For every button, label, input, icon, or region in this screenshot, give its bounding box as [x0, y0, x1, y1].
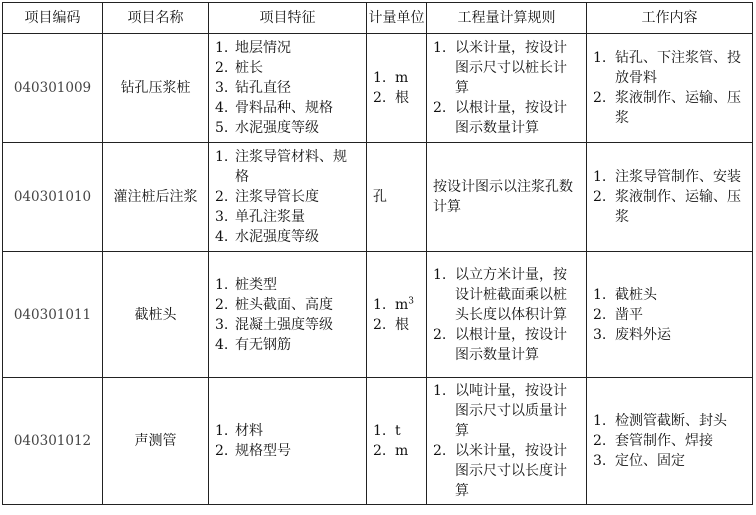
item-unit [367, 34, 427, 143]
list-item: 1. 桩类型 [215, 276, 277, 293]
list-item: 5. 水泥强度等级 [215, 120, 319, 136]
item-name: 声测管 [103, 378, 209, 505]
list-item: 2. 以根计量，按设计图示数量计算 [433, 326, 567, 363]
item-rules: 按设计图示以注浆孔数计算 [427, 143, 587, 252]
item-code: 040301009 [3, 34, 103, 143]
list-item: 4. 骨料品种、规格 [215, 100, 333, 116]
table-row [3, 34, 753, 143]
list-item: 1. 材料 [215, 423, 263, 439]
item-work [587, 378, 753, 505]
list-item: 1. 截桩头 [593, 286, 657, 303]
list-item: 2. 规格型号 [215, 443, 291, 459]
item-rules [427, 252, 587, 378]
list-item: 2. 以根计量，按设计图示数量计算 [433, 100, 567, 136]
item-unit [367, 378, 427, 505]
item-code: 040301010 [3, 143, 103, 252]
list-item: 1. m [373, 70, 409, 86]
header-name: 项目名称 [103, 3, 209, 34]
table-row [3, 252, 753, 378]
list-item: 2. 浆液制作、运输、压浆 [593, 189, 741, 225]
list-item: 4. 水泥强度等级 [215, 229, 319, 245]
item-features [209, 378, 367, 505]
item-name: 灌注桩后注浆 [103, 143, 209, 252]
list-item: 1. 钻孔、下注浆管、投放骨料 [593, 50, 741, 86]
item-unit: 孔 [367, 143, 427, 252]
list-item: 2. 以米计量，按设计图示尺寸以长度计算 [433, 443, 567, 499]
item-name: 钻孔压浆桩 [103, 34, 209, 143]
list-item: 1. 以立方米计量，按设计桩截面乘以桩头长度以体积计算 [433, 266, 567, 323]
list-item: 1. t [373, 423, 401, 439]
item-features [209, 34, 367, 143]
list-item: 1. 注浆导管制作、安装 [593, 169, 741, 185]
header-code: 项目编码 [3, 3, 103, 34]
item-work [587, 252, 753, 378]
item-code: 040301012 [3, 378, 103, 505]
bill-of-quantities-table [2, 2, 753, 505]
item-code: 040301011 [3, 252, 103, 378]
header-rules: 工程量计算规则 [427, 3, 587, 34]
item-rules [427, 378, 587, 505]
list-item: 1. 检测管截断、封头 [593, 413, 727, 429]
list-item: 1. $m^3$ [373, 295, 415, 313]
unit-superscript: 3 [408, 295, 415, 306]
item-work [587, 34, 753, 143]
item-rules [427, 34, 587, 143]
list-item: 1. 地层情况 [215, 40, 291, 56]
list-item: 2. 根 [373, 90, 409, 106]
list-item: 2. 根 [373, 316, 409, 333]
item-unit [367, 252, 427, 378]
list-item: 2. 注浆导管长度 [215, 189, 319, 205]
list-item: 3. 单孔注浆量 [215, 209, 305, 225]
list-item: 1. 以米计量，按设计图示尺寸以桩长计算 [433, 40, 567, 96]
item-features [209, 252, 367, 378]
list-item: 1. 以吨计量，按设计图示尺寸以质量计算 [433, 383, 567, 439]
list-item: 2. 桩长 [215, 60, 263, 76]
table-row [3, 143, 753, 252]
list-item: 2. 凿平 [593, 306, 643, 323]
header-row [3, 3, 753, 34]
list-item: 2. 浆液制作、运输、压浆 [593, 90, 741, 126]
list-item: 1. 注浆导管材料、规格 [215, 149, 347, 185]
item-name: 截桩头 [103, 252, 209, 378]
table-row [3, 378, 753, 505]
list-item: 3. 钻孔直径 [215, 80, 291, 96]
header-work: 工作内容 [587, 3, 753, 34]
header-features: 项目特征 [209, 3, 367, 34]
item-work [587, 143, 753, 252]
header-unit: 计量单位 [367, 3, 427, 34]
list-item: 3. 废料外运 [593, 326, 671, 343]
list-item: 2. 套管制作、焊接 [593, 433, 713, 449]
item-features [209, 143, 367, 252]
list-item: 2. 桩头截面、高度 [215, 296, 333, 313]
list-item: 3. 定位、固定 [593, 453, 685, 469]
list-item: 4. 有无钢筋 [215, 336, 291, 353]
list-item: 2. m [373, 443, 409, 459]
list-item: 3. 混凝土强度等级 [215, 316, 333, 333]
